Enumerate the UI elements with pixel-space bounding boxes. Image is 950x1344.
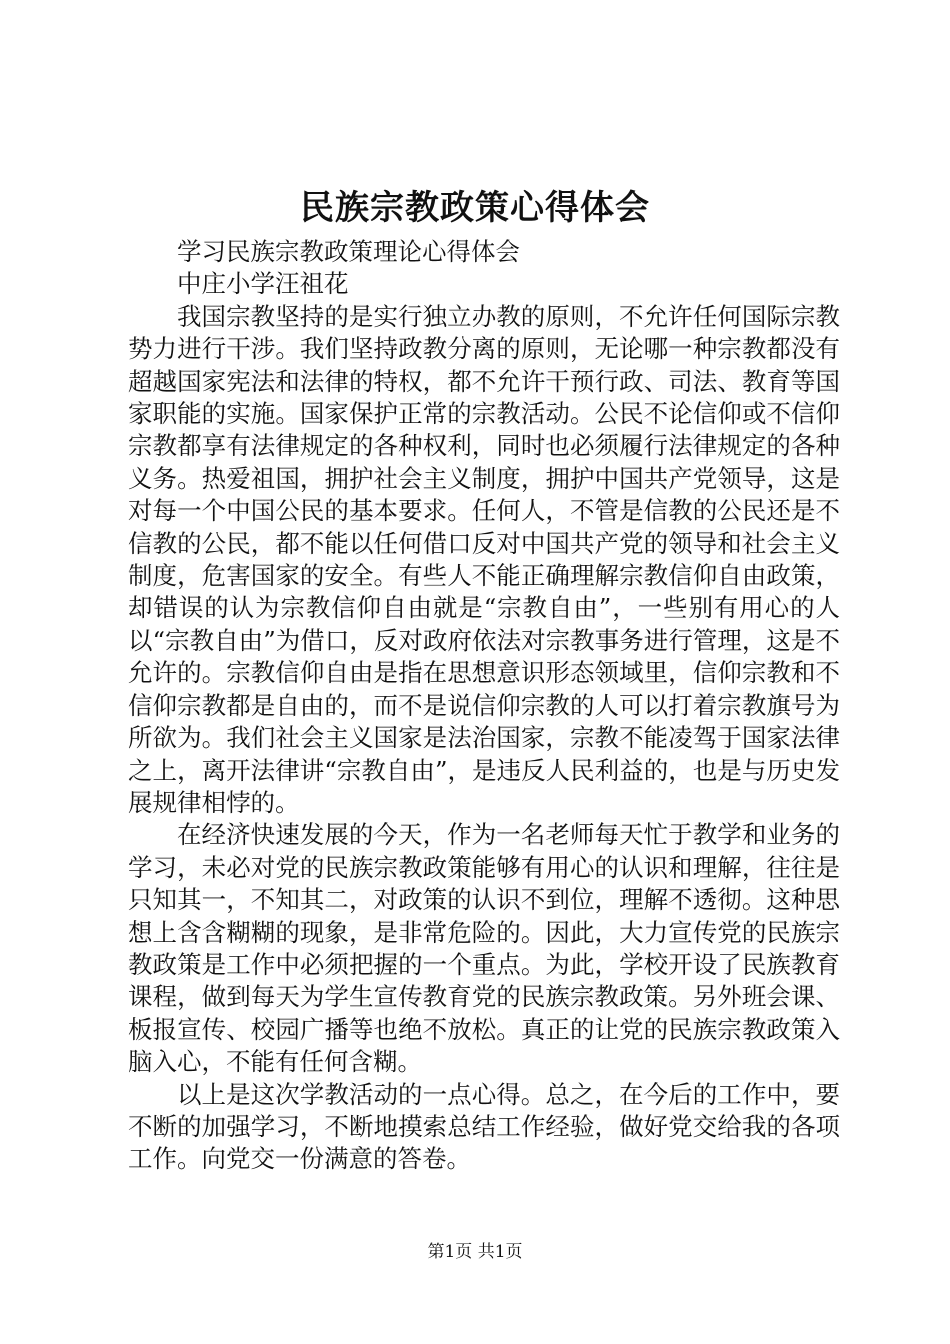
subtitle-paragraph: 学习民族宗教政策理论心得体会	[177, 237, 520, 266]
author-paragraph: 中庄小学汪祖花	[177, 269, 349, 299]
body-paragraph-2: 在经济快速发展的今天，作为一名老师每天忙于教学和业务的学习，未必对党的民族宗教政策能够有用心的认识和理解，往往是只知其一，不知其二，对政策的认识不到位，理解不透彻。这种思想上含含糊糊的现象，是非常危险的。因此，大力宣传党的民族宗教政策是工作中必须把握的一个重点。为此，学校开设了民族教育课程，做到每天为学生宣传教育党的民族宗教政策。另外班会课、板报宣传、校园广播等也绝不放松。真正的让党的民族宗教政策入脑入心，不能有任何含糊。	[128, 820, 840, 1077]
document-body	[128, 236, 840, 1176]
body-paragraph-3: 以上是这次学教活动的一点心得。总之，在今后的工作中，要不断的加强学习，不断地摸索总结工作经验，做好党交给我的各项工作。向党交一份满意的答卷。	[128, 1079, 840, 1174]
document-title: 民族宗教政策心得体会	[300, 188, 650, 228]
body-paragraph-1: 我国宗教坚持的是实行独立办教的原则，不允许任何国际宗教势力进行干涉。我们坚持政教分离的原则，无论哪一种宗教都没有超越国家宪法和法律的特权，都不允许干预行政、司法、教育等国家职能的实施。国家保护正常的宗教活动。公民不论信仰或不信仰宗教都享有法律规定的各种权利，同时也必须履行法律规定的各种义务。热爱祖国，拥护社会主义制度，拥护中国共产党领导，这是对每一个中国公民的基本要求。任何人，不管是信教的公民还是不信教的公民，都不能以任何借口反对中国共产党的领导和社会主义制度，危害国家的安全。有些人不能正确理解宗教信仰自由政策，却错误的认为宗教信仰自由就是“宗教自由”，一些别有用心的人以“宗教自由”为借口，反对政府依法对宗教事务进行管理，这是不允许的。宗教信仰自由是指在思想意识形态领域里，信仰宗教和不信仰宗教都是自由的，而不是说信仰宗教的人可以打着宗教旗号为所欲为。我们社会主义国家是法治国家，宗教不能凌驾于国家法律之上，离开法律讲“宗教自由”，是违反人民利益的，也是与历史发展规律相悖的。	[128, 301, 840, 817]
page-footer: 第1页 共1页	[427, 1242, 523, 1262]
